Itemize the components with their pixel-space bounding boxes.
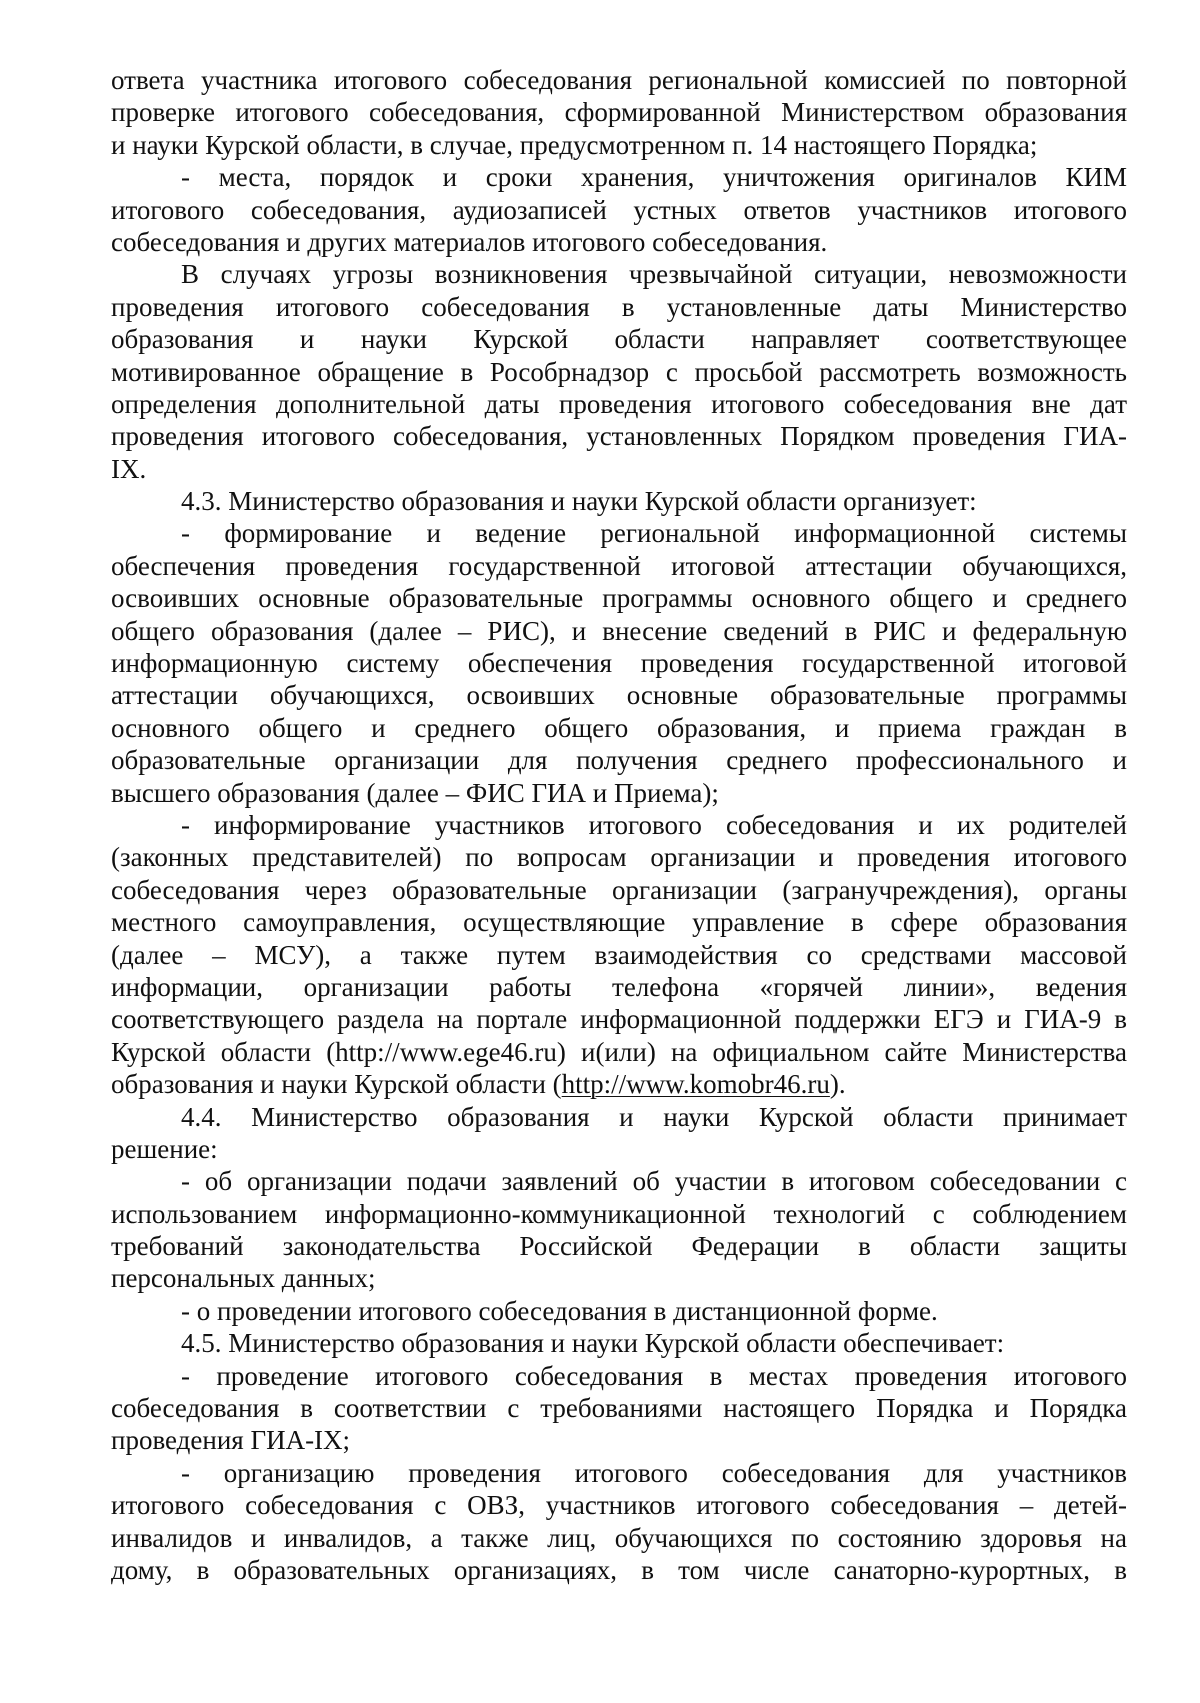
text-line: общего образования (далее – РИС), и внесение сведений в РИС и федеральную [111, 615, 1127, 646]
text-line: основного общего и среднего общего образования, и приема граждан в [111, 712, 1127, 743]
text-line: определения дополнительной даты проведения итогового собеседования вне дат [111, 388, 1127, 419]
text-line: собеседования через образовательные организации (загранучреждения), органы [111, 874, 1127, 905]
text-line: ответа участника итогового собеседования региональной комиссией по повторной [111, 65, 1127, 95]
text-line: образования и науки Курской области направляет соответствующее [111, 324, 1127, 355]
ministry-website-link[interactable]: http://www.komobr46.ru [561, 1069, 830, 1100]
text-line: обеспечения проведения государственной итоговой аттестации обучающихся, [111, 550, 1127, 581]
document-page [111, 64, 1127, 1586]
text-line: высшего образования (далее – ФИС ГИА и Приема); [111, 777, 719, 808]
text-line: аттестации обучающихся, освоивших основные образовательные программы [111, 680, 1127, 711]
list-item: - формирование и ведение региональной информационной системы [181, 518, 1127, 549]
text-line: мотивированное обращение в Рособрнадзор с просьбой рассмотреть возможность [111, 356, 1127, 387]
text-line: проведения итогового собеседования в установленные даты Министерство [111, 291, 1127, 322]
list-item: - о проведении итогового собеседования в дистанционной форме. [181, 1295, 938, 1326]
text-line: (законных представителей) по вопросам организации и проведения итогового [111, 842, 1127, 873]
paragraph-start: В случаях угрозы возникновения чрезвычайной ситуации, невозможности [181, 259, 1127, 290]
text-line: итогового собеседования с ОВЗ, участников итогового собеседования – детей- [111, 1490, 1127, 1521]
text-fragment: ). [829, 1069, 846, 1100]
text-line-with-link [111, 1068, 1127, 1100]
text-line: информации, организации работы телефона «горячей линии», ведения [111, 971, 1127, 1002]
text-line: (далее – МСУ), а также путем взаимодействия со средствами массовой [111, 939, 1127, 970]
text-line: проведения ГИА-IX; [111, 1425, 351, 1456]
text-line: IX. [111, 453, 147, 484]
section-heading-4-5: 4.5. Министерство образования и науки Курской области обеспечивает: [181, 1328, 1005, 1359]
text-line: использованием информационно-коммуникационной технологий с соблюдением [111, 1198, 1127, 1229]
text-line: местного самоуправления, осуществляющие управление в сфере образования [111, 907, 1127, 938]
section-heading-4-4: 4.4. Министерство образования и науки Курской области принимает [181, 1101, 1127, 1132]
list-item: - организацию проведения итогового собеседования для участников [181, 1457, 1127, 1488]
text-line: информационную систему обеспечения проведения государственной итоговой [111, 648, 1127, 679]
text-line: Курской области (http://www.ege46.ru) и(или) на официальном сайте Министерства [111, 1036, 1127, 1067]
text-line: проверке итогового собеседования, сформированной Министерством образования [111, 97, 1127, 128]
text-line: соответствующего раздела на портале информационной поддержки ЕГЭ и ГИА-9 в [111, 1004, 1127, 1035]
list-item: - проведение итогового собеседования в местах проведения итогового [181, 1360, 1127, 1391]
text-line: освоивших основные образовательные программы основного общего и среднего [111, 583, 1127, 614]
list-item: - информирование участников итогового собеседования и их родителей [181, 809, 1127, 840]
list-item: - места, порядок и сроки хранения, уничтожения оригиналов КИМ [181, 162, 1127, 193]
text-line: персональных данных; [111, 1263, 376, 1294]
section-heading-4-3: 4.3. Министерство образования и науки Курской области организует: [181, 486, 977, 517]
text-line: итогового собеседования, аудиозаписей устных ответов участников итогового [111, 194, 1127, 225]
text-line: требований законодательства Российской Федерации в области защиты [111, 1231, 1127, 1262]
text-fragment: образования и науки Курской области ( [111, 1069, 562, 1100]
text-line: проведения итогового собеседования, установленных Порядком проведения ГИА- [111, 421, 1127, 452]
text-line: и науки Курской области, в случае, предусмотренном п. 14 настоящего Порядка; [111, 129, 1038, 160]
text-line: собеседования и других материалов итогового собеседования. [111, 226, 828, 257]
text-line: собеседования в соответствии с требованиями настоящего Порядка и Порядка [111, 1393, 1127, 1424]
text-line: дому, в образовательных организациях, в том числе санаторно-курортных, в [111, 1554, 1127, 1585]
text-line: образовательные организации для получения среднего профессионального и [111, 745, 1127, 776]
text-line: инвалидов и инвалидов, а также лиц, обучающихся по состоянию здоровья на [111, 1522, 1127, 1553]
text-line: решение: [111, 1133, 218, 1164]
list-item: - об организации подачи заявлений об участии в итоговом собеседовании с [181, 1166, 1127, 1197]
